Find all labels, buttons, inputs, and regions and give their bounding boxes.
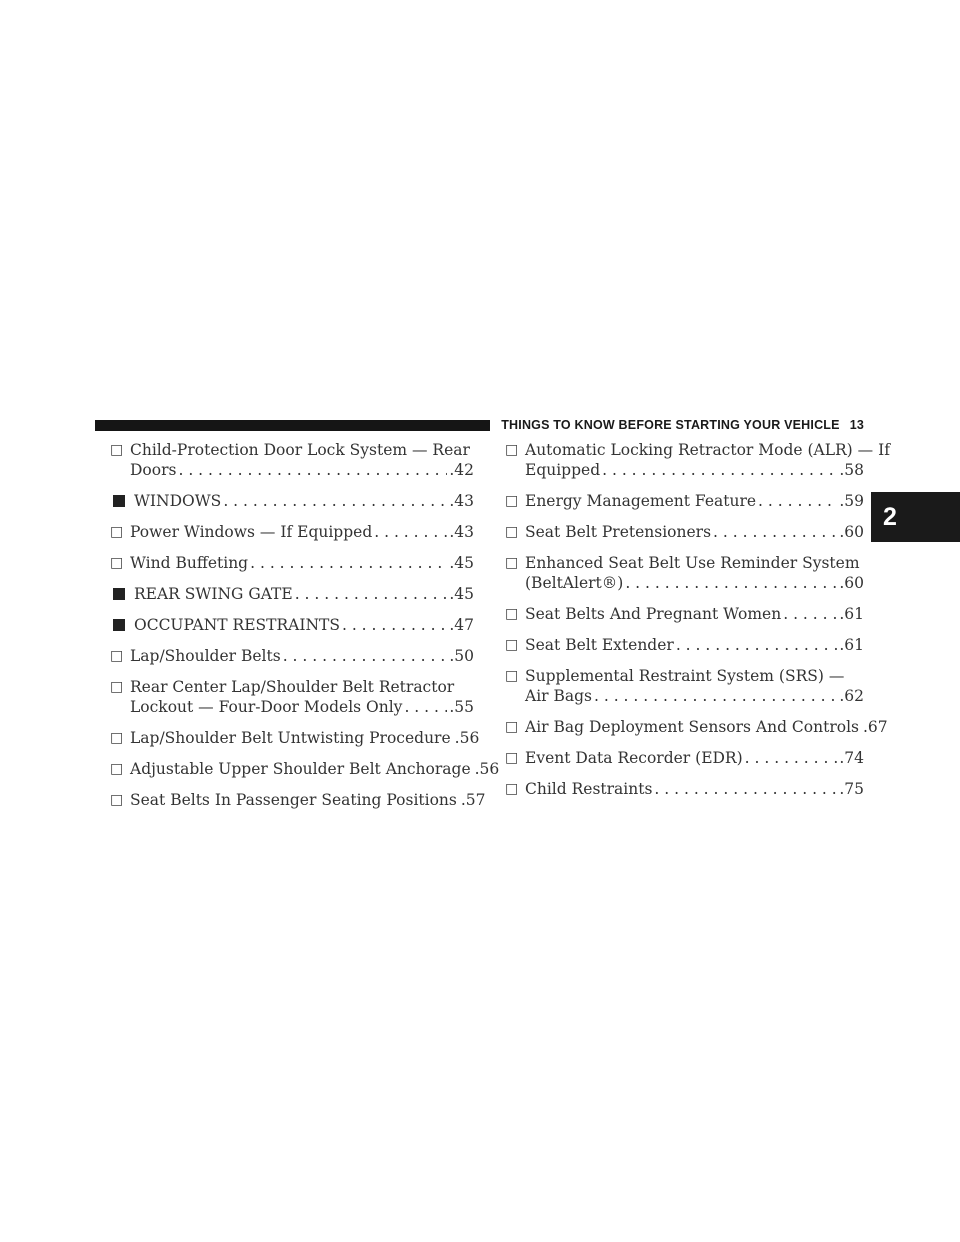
dot-leader: [342, 615, 447, 635]
toc-column-left: [110, 440, 500, 821]
toc-entry-page: .62: [839, 687, 864, 705]
toc-subsection-entry[interactable]: [110, 759, 500, 779]
filled-square-bullet-icon: [113, 588, 125, 600]
toc-subsection-entry[interactable]: [505, 491, 864, 511]
hollow-square-bullet-icon: □: [505, 668, 519, 684]
toc-entry-title: Child Restraints: [525, 780, 653, 798]
toc-entry-title: OCCUPANT RESTRAINTS: [134, 616, 340, 634]
toc-column-right: [505, 440, 890, 810]
toc-entry-title: Power Windows — If Equipped: [130, 523, 373, 541]
toc-section-entry[interactable]: [110, 491, 474, 511]
toc-subsection-entry[interactable]: [505, 604, 864, 624]
toc-entry-page: .60: [839, 574, 864, 592]
dot-leader: [713, 522, 837, 542]
toc-subsection-entry[interactable]: [505, 553, 864, 593]
hollow-square-bullet-icon: □: [505, 637, 519, 653]
dot-leader: [594, 686, 837, 706]
toc-entry-title: Lap/Shoulder Belts: [130, 647, 281, 665]
toc-subsection-entry[interactable]: [505, 779, 864, 799]
toc-entry-title: Lockout — Four-Door Models Only: [130, 698, 403, 716]
toc-subsection-entry[interactable]: [505, 522, 864, 542]
toc-entry-title: Air Bag Deployment Sensors And Controls: [525, 718, 859, 736]
header-bar: [95, 420, 490, 431]
hollow-square-bullet-icon: □: [110, 648, 124, 664]
toc-entry-title: Doors: [130, 461, 177, 479]
dot-leader: [295, 584, 448, 604]
toc-entry-page: .75: [839, 780, 864, 798]
dot-leader: [283, 646, 448, 666]
toc-entry-title: Energy Management Feature: [525, 492, 757, 510]
toc-entry-title: Adjustable Upper Shoulder Belt Anchorage: [130, 760, 471, 778]
dot-leader: [783, 604, 837, 624]
toc-entry-title-line1: Child-Protection Door Lock System — Rear: [130, 441, 470, 459]
toc-subsection-entry[interactable]: [505, 748, 864, 768]
dot-leader: [758, 491, 837, 511]
hollow-square-bullet-icon: □: [110, 792, 124, 808]
dot-leader: [250, 553, 447, 573]
toc-entry-page: .50: [449, 647, 474, 665]
hollow-square-bullet-icon: □: [110, 555, 124, 571]
toc-entry-page: .67: [862, 718, 888, 736]
toc-entry-page: .43: [449, 523, 474, 541]
toc-entry-title-line1: Enhanced Seat Belt Use Reminder System: [525, 554, 860, 572]
toc-entry-page: .58: [839, 461, 864, 479]
dot-leader: [374, 522, 447, 542]
toc-entry-title: Event Data Recorder (EDR): [525, 749, 743, 767]
dot-leader: [745, 748, 838, 768]
hollow-square-bullet-icon: □: [505, 442, 519, 458]
toc-entry-title: (BeltAlert®): [525, 574, 624, 592]
toc-entry-title: Equipped: [525, 461, 601, 479]
toc-subsection-entry[interactable]: [505, 666, 864, 706]
dot-leader: [602, 460, 837, 480]
hollow-square-bullet-icon: □: [505, 606, 519, 622]
toc-entry-title: Wind Buffeting: [130, 554, 249, 572]
filled-square-bullet-icon: [113, 619, 125, 631]
section-title: THINGS TO KNOW BEFORE STARTING YOUR VEHICLE: [501, 418, 840, 432]
toc-subsection-entry[interactable]: [110, 440, 474, 480]
toc-entry-page: .47: [449, 616, 474, 634]
toc-section-entry[interactable]: [110, 615, 474, 635]
toc-entry-title-line1: Automatic Locking Retractor Mode (ALR) — If: [525, 441, 890, 459]
toc-entry-title: Lap/Shoulder Belt Untwisting Procedure: [130, 729, 451, 747]
toc-entry-title: REAR SWING GATE: [134, 585, 293, 603]
toc-entry-page: .74: [839, 749, 864, 767]
dot-leader: [625, 573, 837, 593]
running-header: [501, 418, 864, 432]
toc-subsection-entry[interactable]: [110, 522, 474, 542]
toc-entry-page: .60: [839, 523, 864, 541]
hollow-square-bullet-icon: □: [505, 781, 519, 797]
toc-entry-title: Seat Belts In Passenger Seating Positions: [130, 791, 457, 809]
toc-entry-page: .55: [449, 698, 474, 716]
hollow-square-bullet-icon: □: [505, 719, 519, 735]
dot-leader: [676, 635, 838, 655]
toc-entry-page: .45: [449, 554, 474, 572]
toc-section-entry[interactable]: [110, 584, 474, 604]
hollow-square-bullet-icon: □: [110, 761, 124, 777]
toc-entry-page: .42: [449, 461, 474, 479]
page-number: 13: [849, 418, 864, 432]
toc-entry-page: .45: [449, 585, 474, 603]
hollow-square-bullet-icon: □: [110, 524, 124, 540]
hollow-square-bullet-icon: □: [110, 679, 124, 695]
dot-leader: [654, 779, 837, 799]
toc-subsection-entry[interactable]: [110, 553, 474, 573]
toc-entry-title: Seat Belt Extender: [525, 636, 674, 654]
toc-subsection-entry[interactable]: [505, 717, 888, 737]
toc-entry-page: .57: [460, 791, 486, 809]
toc-entry-page: .59: [839, 492, 864, 510]
hollow-square-bullet-icon: □: [110, 730, 124, 746]
toc-entry-title: WINDOWS: [134, 492, 222, 510]
toc-entry-title-line1: Rear Center Lap/Shoulder Belt Retractor: [130, 678, 455, 696]
toc-entry-page: .56: [474, 760, 500, 778]
hollow-square-bullet-icon: □: [110, 442, 124, 458]
dot-leader: [404, 697, 447, 717]
hollow-square-bullet-icon: □: [505, 750, 519, 766]
dot-leader: [223, 491, 447, 511]
toc-entry-page: .61: [839, 636, 864, 654]
toc-subsection-entry[interactable]: [110, 728, 480, 748]
toc-subsection-entry[interactable]: [110, 646, 474, 666]
hollow-square-bullet-icon: □: [505, 524, 519, 540]
toc-subsection-entry[interactable]: [110, 790, 486, 810]
toc-subsection-entry[interactable]: [505, 440, 890, 480]
toc-entry-page: .56: [454, 729, 480, 747]
toc-entry-title: Air Bags: [525, 687, 592, 705]
toc-entry-title-line1: Supplemental Restraint System (SRS) —: [525, 667, 845, 685]
toc-entry-title: Seat Belt Pretensioners: [525, 523, 712, 541]
toc-entry-title: Seat Belts And Pregnant Women: [525, 605, 782, 623]
hollow-square-bullet-icon: □: [505, 493, 519, 509]
hollow-square-bullet-icon: □: [505, 555, 519, 571]
toc-entry-page: .43: [449, 492, 474, 510]
chapter-tab: 2: [871, 492, 960, 542]
toc-subsection-entry[interactable]: [110, 677, 474, 717]
toc-subsection-entry[interactable]: [505, 635, 864, 655]
filled-square-bullet-icon: [113, 495, 125, 507]
toc-entry-page: .61: [839, 605, 864, 623]
dot-leader: [178, 460, 447, 480]
